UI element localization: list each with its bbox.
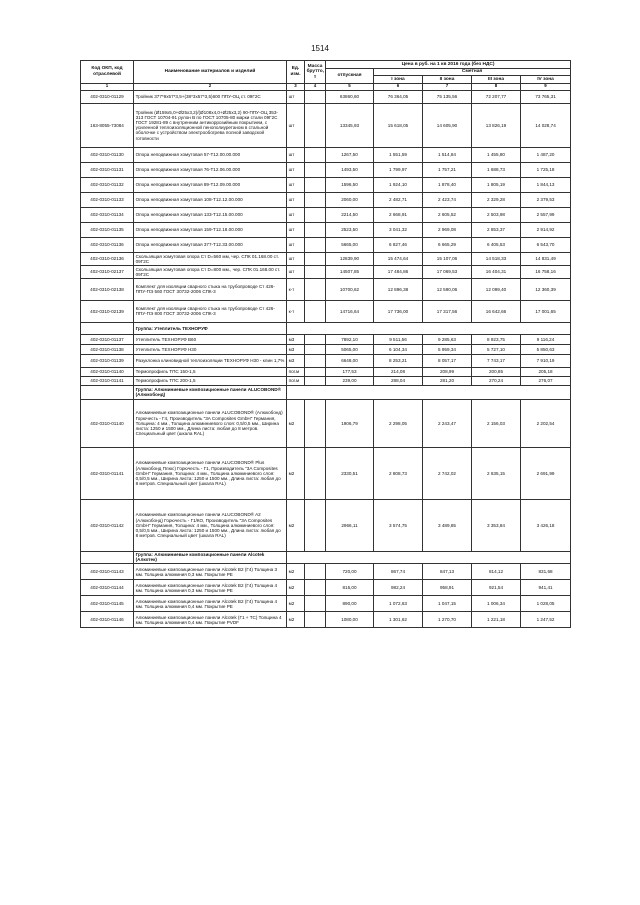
cell-zone-2: 2 742,02 bbox=[423, 447, 472, 499]
cell-name: Алюминиевые композиционные панели Alcotek B2 (Г4) Толщина 4 мм. Толщина алюминия 0,3 мм. Покрытие PE bbox=[134, 580, 287, 596]
cell-release-price: 815,00 bbox=[326, 580, 374, 596]
cell-release-price: 6648,00 bbox=[326, 354, 374, 367]
table-row bbox=[81, 612, 571, 628]
cell-code: 402-0310-02136 bbox=[81, 252, 134, 265]
cell-zone-2: 1 878,40 bbox=[423, 177, 472, 192]
cell-release-price: 12839,90 bbox=[326, 252, 374, 265]
group-row bbox=[81, 322, 571, 334]
table-row bbox=[81, 90, 571, 103]
header-zone-1: I зона bbox=[374, 76, 423, 84]
cell-zone-2: 281,20 bbox=[423, 376, 472, 385]
table-row bbox=[81, 564, 571, 580]
cell-zone-1: 1 551,59 bbox=[374, 147, 423, 162]
cell-name: Алюминиевые композиционные панели ALUCOBOND® A2 (Алюкобонд) Горючесть - Г1/КО, Производитель "3A Composites GmbH" Германия, Толщина: 4 мм., Толщина алюминиевого слоя: 0,5/0,5 мм., Ширина листа: 1250 и 1500 мм., Длина листа: любая до 8 метров. Специальный цвет (шкала RAL) bbox=[134, 499, 287, 551]
empty-cell bbox=[287, 322, 571, 334]
table-row bbox=[81, 344, 571, 354]
cell-zone-1: 2 668,91 bbox=[374, 207, 423, 222]
cell-release-price: 1906,79 bbox=[326, 399, 374, 447]
cell-mass bbox=[305, 147, 326, 162]
cell-zone-2: 2 243,47 bbox=[423, 399, 472, 447]
cell-zone-2: 1 514,84 bbox=[423, 147, 472, 162]
cell-zone-2: 5 959,34 bbox=[423, 344, 472, 354]
header-zone-2: II зона bbox=[423, 76, 472, 84]
cell-zone-2: 2 605,52 bbox=[423, 207, 472, 222]
cell-code: 163-8055-73084 bbox=[81, 103, 134, 147]
cell-unit: м2 bbox=[287, 447, 305, 499]
cell-mass bbox=[305, 399, 326, 447]
cell-name: Разуклонка клиновидной теплоизоляции ТЕХНОРУФ Н30 - клин 1,7% bbox=[134, 354, 287, 367]
page-number: 1514 bbox=[311, 44, 329, 53]
cell-mass bbox=[305, 344, 326, 354]
cell-mass bbox=[305, 580, 326, 596]
table-row bbox=[81, 207, 571, 222]
column-index: 9 bbox=[521, 83, 571, 90]
cell-code: 402-0310-01140 bbox=[81, 367, 134, 376]
cell-zone-3: 2 853,37 bbox=[472, 222, 521, 237]
cell-zone-3: 200,85 bbox=[472, 367, 521, 376]
cell-zone-1: 6 104,34 bbox=[374, 344, 423, 354]
cell-code: 402-0310-02139 bbox=[81, 300, 134, 322]
cell-zone-4: 6 543,70 bbox=[521, 237, 571, 252]
header-price-group: Цена в руб. на 1 кв 2016 года (без НДС) bbox=[326, 61, 571, 69]
cell-zone-3: 3 353,84 bbox=[472, 499, 521, 551]
cell-zone-3: 1 006,34 bbox=[472, 596, 521, 612]
cell-zone-4: 12 360,39 bbox=[521, 278, 571, 300]
cell-zone-2: 17 069,53 bbox=[423, 265, 472, 278]
cell-unit: м2 bbox=[287, 580, 305, 596]
cell-mass bbox=[305, 252, 326, 265]
table-row bbox=[81, 334, 571, 344]
cell-zone-2: 14 605,90 bbox=[423, 103, 472, 147]
cell-mass bbox=[305, 237, 326, 252]
cell-zone-2: 1 270,70 bbox=[423, 612, 472, 628]
cell-release-price: 14716,64 bbox=[326, 300, 374, 322]
cell-unit: м2 bbox=[287, 612, 305, 628]
cell-zone-1: 2 808,73 bbox=[374, 447, 423, 499]
table-row bbox=[81, 300, 571, 322]
cell-release-price: 5065,00 bbox=[326, 344, 374, 354]
cell-unit: пог.м bbox=[287, 376, 305, 385]
column-index: 3 bbox=[287, 83, 305, 90]
table-row bbox=[81, 447, 571, 499]
cell-zone-3: 16 404,31 bbox=[472, 265, 521, 278]
cell-unit: м3 bbox=[287, 344, 305, 354]
cell-zone-2: 847,13 bbox=[423, 564, 472, 580]
cell-zone-1: 3 574,75 bbox=[374, 499, 423, 551]
cell-release-price: 177,53 bbox=[326, 367, 374, 376]
cell-code: 402-0310-01141 bbox=[81, 447, 134, 499]
empty-cell bbox=[81, 551, 134, 563]
cell-mass bbox=[305, 564, 326, 580]
cell-zone-1: 1 301,62 bbox=[374, 612, 423, 628]
cell-release-price: 1596,50 bbox=[326, 177, 374, 192]
cell-name: Термопрофиль ТПС 200-1,5 bbox=[134, 376, 287, 385]
cell-zone-3: 2 635,15 bbox=[472, 447, 521, 499]
cell-zone-3: 13 826,19 bbox=[472, 103, 521, 147]
cell-name: Скользящая хомутовая опора Ст D=800 мм., чер. СПК 01.168.00 ст. 09Г2С bbox=[134, 265, 287, 278]
cell-zone-3: 921,54 bbox=[472, 580, 521, 596]
cell-zone-3: 814,12 bbox=[472, 564, 521, 580]
cell-mass bbox=[305, 177, 326, 192]
cell-zone-1: 1 799,97 bbox=[374, 162, 423, 177]
cell-name: Термопрофиль ТПС 150-1,5 bbox=[134, 367, 287, 376]
cell-zone-2: 6 665,29 bbox=[423, 237, 472, 252]
column-index-row bbox=[81, 83, 571, 90]
cell-zone-1: 288,04 bbox=[374, 376, 423, 385]
cell-zone-4: 941,41 bbox=[521, 580, 571, 596]
cell-zone-1: 982,24 bbox=[374, 580, 423, 596]
cell-release-price: 1493,50 bbox=[326, 162, 374, 177]
empty-cell bbox=[287, 551, 571, 563]
cell-mass bbox=[305, 367, 326, 376]
cell-zone-1: 1 072,63 bbox=[374, 596, 423, 612]
column-index: 6 bbox=[374, 83, 423, 90]
cell-code: 402-0310-01131 bbox=[81, 162, 134, 177]
header-estimate: Сметная bbox=[374, 68, 571, 76]
table-row bbox=[81, 399, 571, 447]
cell-zone-3: 1 805,19 bbox=[472, 177, 521, 192]
table-body bbox=[81, 90, 571, 627]
cell-name: Опора неподвижная хомутовая 377-Т12.33.00.000 bbox=[134, 237, 287, 252]
cell-code: 402-0310-01129 bbox=[81, 90, 134, 103]
cell-zone-4: 2 202,54 bbox=[521, 399, 571, 447]
cell-code: 402-0310-01145 bbox=[81, 596, 134, 612]
cell-zone-2: 208,99 bbox=[423, 367, 472, 376]
cell-zone-4: 3 426,18 bbox=[521, 499, 571, 551]
cell-code: 402-0310-01142 bbox=[81, 499, 134, 551]
cell-zone-1: 6 827,46 bbox=[374, 237, 423, 252]
cell-code: 402-0310-01138 bbox=[81, 344, 134, 354]
table-row bbox=[81, 162, 571, 177]
cell-zone-1: 17 484,86 bbox=[374, 265, 423, 278]
header-zone-3: III зона bbox=[472, 76, 521, 84]
cell-release-price: 2966,11 bbox=[326, 499, 374, 551]
cell-zone-2: 2 969,08 bbox=[423, 222, 472, 237]
table-row bbox=[81, 237, 571, 252]
header-release: отпускная bbox=[326, 68, 374, 83]
cell-zone-2: 8 057,17 bbox=[423, 354, 472, 367]
cell-code: 402-0310-01135 bbox=[81, 222, 134, 237]
header-zone-4: IV зона bbox=[521, 76, 571, 84]
cell-name: Утеплитель ТЕХНОРУФ В60 bbox=[134, 334, 287, 344]
table-row bbox=[81, 580, 571, 596]
cell-zone-4: 205,18 bbox=[521, 367, 571, 376]
cell-unit: м2 bbox=[287, 499, 305, 551]
cell-zone-3: 270,24 bbox=[472, 376, 521, 385]
cell-zone-1: 12 896,38 bbox=[374, 278, 423, 300]
cell-unit: шт bbox=[287, 90, 305, 103]
cell-name: Опора неподвижная хомутовая 159-Т12.18.00.000 bbox=[134, 222, 287, 237]
cell-name: Комплект для изоляции сварного стыка на трубопроводе Ст 426-ППУ-ПЭ 800 ГОСТ 30732-2006 СПК-3 bbox=[134, 300, 287, 322]
column-index: 8 bbox=[472, 83, 521, 90]
cell-code: 402-0310-01140 bbox=[81, 399, 134, 447]
cell-mass bbox=[305, 162, 326, 177]
cell-unit: пог.м bbox=[287, 367, 305, 376]
cell-release-price: 2214,50 bbox=[326, 207, 374, 222]
cell-unit: к-т bbox=[287, 278, 305, 300]
cell-zone-4: 1 725,18 bbox=[521, 162, 571, 177]
cell-name: Утеплитель ТЕХНОРУФ Н30 bbox=[134, 344, 287, 354]
cell-unit: шт bbox=[287, 207, 305, 222]
cell-unit: м2 bbox=[287, 596, 305, 612]
table-row bbox=[81, 265, 571, 278]
cell-zone-1: 2 298,05 bbox=[374, 399, 423, 447]
table-row bbox=[81, 252, 571, 265]
cell-mass bbox=[305, 612, 326, 628]
cell-mass bbox=[305, 447, 326, 499]
cell-unit: к-т bbox=[287, 300, 305, 322]
cell-zone-4: 276,07 bbox=[521, 376, 571, 385]
cell-release-price: 1267,50 bbox=[326, 147, 374, 162]
cell-code: 402-0310-01136 bbox=[81, 237, 134, 252]
cell-zone-4: 2 691,99 bbox=[521, 447, 571, 499]
empty-cell bbox=[287, 385, 571, 399]
cell-name: Комплект для изоляции сварного стыка на трубопроводе Ст 426-ППУ-ПЭ 560 ГОСТ 30732-2006 СПК-3 bbox=[134, 278, 287, 300]
cell-zone-3: 1 455,80 bbox=[472, 147, 521, 162]
cell-mass bbox=[305, 376, 326, 385]
cell-zone-3: 8 923,75 bbox=[472, 334, 521, 344]
table-row bbox=[81, 596, 571, 612]
cell-zone-4: 14 831,49 bbox=[521, 252, 571, 265]
group-row bbox=[81, 551, 571, 563]
cell-release-price: 5665,00 bbox=[326, 237, 374, 252]
cell-code: 402-0310-01146 bbox=[81, 612, 134, 628]
table-row bbox=[81, 499, 571, 551]
cell-code: 402-0310-01139 bbox=[81, 354, 134, 367]
cell-zone-4: 17 001,65 bbox=[521, 300, 571, 322]
cell-mass bbox=[305, 192, 326, 207]
cell-release-price: 2060,00 bbox=[326, 192, 374, 207]
group-title: Группа: Алюминиевые композиционные панели ALUCOBOND® (Алюкобонд) bbox=[134, 385, 287, 399]
cell-zone-4: 2 379,53 bbox=[521, 192, 571, 207]
cell-zone-4: 7 910,19 bbox=[521, 354, 571, 367]
cell-zone-4: 5 850,63 bbox=[521, 344, 571, 354]
column-index: 2 bbox=[134, 83, 287, 90]
cell-zone-1: 2 482,71 bbox=[374, 192, 423, 207]
cell-zone-3: 2 156,03 bbox=[472, 399, 521, 447]
cell-mass bbox=[305, 278, 326, 300]
cell-zone-4: 9 116,24 bbox=[521, 334, 571, 344]
group-title: Группа: Алюминиевые композиционные панели Alcotek (Алкотек) bbox=[134, 551, 287, 563]
cell-unit: м3 bbox=[287, 354, 305, 367]
cell-zone-4: 831,68 bbox=[521, 564, 571, 580]
column-index: 5 bbox=[326, 83, 374, 90]
cell-release-price: 720,00 bbox=[326, 564, 374, 580]
cell-zone-2: 12 590,06 bbox=[423, 278, 472, 300]
cell-zone-3: 72 207,77 bbox=[472, 90, 521, 103]
cell-name: Тройник (Ø159х5,0+Ø25х3,2)/(Ø108х4,0+Ø25х3,2) 90-ППУ-ОЦ 353-313 ГОСТ 10704-91 рулон В по ГОСТ 10705-80 марки стали 09Г2С ГОСТ 19281-89 с внутренним антикоррозийным покрытием, с усиленной теплоизоляционной пенополиуретаном в стальной оболочке с устройством электрообогрева полной заводской готовности bbox=[134, 103, 287, 147]
empty-cell bbox=[81, 385, 134, 399]
table-row bbox=[81, 367, 571, 376]
cell-zone-1: 15 618,05 bbox=[374, 103, 423, 147]
header-code: Код ОКП, код отраслевой bbox=[81, 61, 134, 84]
cell-zone-3: 1 688,73 bbox=[472, 162, 521, 177]
cell-release-price: 10700,62 bbox=[326, 278, 374, 300]
cell-mass bbox=[305, 103, 326, 147]
cell-unit: шт bbox=[287, 103, 305, 147]
cell-code: 402-0310-01143 bbox=[81, 564, 134, 580]
cell-zone-3: 5 727,10 bbox=[472, 344, 521, 354]
cell-zone-3: 2 503,98 bbox=[472, 207, 521, 222]
cell-zone-2: 9 285,63 bbox=[423, 334, 472, 344]
cell-name: Алюминиевые композиционные панели Alcotek B2 (Г4) Толщина 3 мм. Толщина алюминия 0,3 мм. Покрытие PE bbox=[134, 564, 287, 580]
cell-release-price: 2523,50 bbox=[326, 222, 374, 237]
empty-cell bbox=[81, 322, 134, 334]
cell-zone-4: 1 247,52 bbox=[521, 612, 571, 628]
cell-zone-3: 7 743,17 bbox=[472, 354, 521, 367]
cell-unit: шт bbox=[287, 162, 305, 177]
cell-zone-4: 1 487,20 bbox=[521, 147, 571, 162]
cell-release-price: 13345,93 bbox=[326, 103, 374, 147]
cell-code: 402-0310-02138 bbox=[81, 278, 134, 300]
cell-unit: шт bbox=[287, 147, 305, 162]
cell-code: 402-0310-01133 bbox=[81, 192, 134, 207]
group-row bbox=[81, 385, 571, 399]
cell-mass bbox=[305, 90, 326, 103]
cell-mass bbox=[305, 499, 326, 551]
cell-name: Алюминиевые композиционные панели Alcotek (Г1 + ТС) Толщина 4 мм. Толщина алюминия 0,4 мм. Покрытие PVDF bbox=[134, 612, 287, 628]
cell-zone-4: 2 914,92 bbox=[521, 222, 571, 237]
header-mass: Масса брутто, т bbox=[305, 61, 326, 84]
column-index: 7 bbox=[423, 83, 472, 90]
cell-zone-1: 3 041,32 bbox=[374, 222, 423, 237]
cell-name: Опора неподвижная хомутовая 133-Т12.15.00.000 bbox=[134, 207, 287, 222]
cell-zone-4: 2 557,99 bbox=[521, 207, 571, 222]
price-table bbox=[80, 60, 571, 628]
cell-zone-1: 17 736,00 bbox=[374, 300, 423, 322]
cell-code: 402-0310-01134 bbox=[81, 207, 134, 222]
column-index: 4 bbox=[305, 83, 326, 90]
cell-zone-4: 16 758,16 bbox=[521, 265, 571, 278]
cell-zone-3: 14 518,33 bbox=[472, 252, 521, 265]
cell-mass bbox=[305, 207, 326, 222]
cell-code: 402-0310-01130 bbox=[81, 147, 134, 162]
cell-name: Опора неподвижная хомутовая 108-Т12.12.00.000 bbox=[134, 192, 287, 207]
cell-mass bbox=[305, 596, 326, 612]
cell-mass bbox=[305, 222, 326, 237]
cell-zone-3: 12 099,40 bbox=[472, 278, 521, 300]
table-row bbox=[81, 376, 571, 385]
cell-zone-3: 16 642,66 bbox=[472, 300, 521, 322]
cell-zone-1: 214,08 bbox=[374, 367, 423, 376]
cell-code: 402-0310-02137 bbox=[81, 265, 134, 278]
table-row bbox=[81, 278, 571, 300]
cell-release-price: 890,00 bbox=[326, 596, 374, 612]
cell-unit: шт bbox=[287, 252, 305, 265]
cell-zone-2: 1 757,21 bbox=[423, 162, 472, 177]
cell-name: Опора неподвижная хомутовая 76-Т12.06.00.000 bbox=[134, 162, 287, 177]
cell-name: Опора неподвижная хомутовая 89-Т12.09.00.000 bbox=[134, 177, 287, 192]
cell-zone-1: 9 511,56 bbox=[374, 334, 423, 344]
table-row bbox=[81, 222, 571, 237]
cell-unit: шт bbox=[287, 192, 305, 207]
cell-release-price: 14507,85 bbox=[326, 265, 374, 278]
cell-unit: шт bbox=[287, 177, 305, 192]
table-row bbox=[81, 103, 571, 147]
cell-zone-3: 6 405,53 bbox=[472, 237, 521, 252]
table-row bbox=[81, 192, 571, 207]
cell-mass bbox=[305, 354, 326, 367]
cell-unit: шт bbox=[287, 222, 305, 237]
header-unit: Ед. изм. bbox=[287, 61, 305, 84]
cell-unit: шт bbox=[287, 237, 305, 252]
cell-unit: м2 bbox=[287, 564, 305, 580]
group-title: Группа: Утеплитель ТЕХНОРУФ bbox=[134, 322, 287, 334]
cell-zone-4: 1 844,13 bbox=[521, 177, 571, 192]
cell-zone-2: 958,91 bbox=[423, 580, 472, 596]
cell-code: 402-0310-01141 bbox=[81, 376, 134, 385]
cell-unit: м3 bbox=[287, 334, 305, 344]
cell-name: Скользящая хомутовая опора Ст D=560 мм, чер. СПК 01.168.00 ст. 09Г2С bbox=[134, 252, 287, 265]
cell-mass bbox=[305, 265, 326, 278]
cell-release-price: 7892,10 bbox=[326, 334, 374, 344]
cell-zone-1: 76 364,05 bbox=[374, 90, 423, 103]
table-row bbox=[81, 354, 571, 367]
cell-code: 402-0310-01144 bbox=[81, 580, 134, 596]
cell-zone-2: 15 107,06 bbox=[423, 252, 472, 265]
cell-zone-1: 15 474,64 bbox=[374, 252, 423, 265]
cell-unit: шт bbox=[287, 265, 305, 278]
cell-code: 402-0310-01137 bbox=[81, 334, 134, 344]
table-row bbox=[81, 147, 571, 162]
cell-zone-2: 2 423,74 bbox=[423, 192, 472, 207]
cell-mass bbox=[305, 334, 326, 344]
cell-release-price: 1080,00 bbox=[326, 612, 374, 628]
cell-zone-4: 14 028,74 bbox=[521, 103, 571, 147]
cell-name: Алюминиевые композиционные панели ALUCOBOND® (Алюкобонд) Горючесть - Г4, Производитель "3A Composites GmbH" Германия, Толщина: 4 мм., Толщина алюминиевого слоя: 0,5/0,5 мм., Ширина листа: 1250 и 1500 мм., Длина листа: любая до 8 метров. Специальный цвет (шкала RAL) bbox=[134, 399, 287, 447]
cell-release-price: 2330,51 bbox=[326, 447, 374, 499]
cell-name: Алюминиевые композиционные панели Alcotek B2 (Г4) Толщина 4 мм. Толщина алюминия 0,4 мм. Покрытие PE bbox=[134, 596, 287, 612]
cell-zone-3: 1 221,18 bbox=[472, 612, 521, 628]
cell-zone-1: 1 924,10 bbox=[374, 177, 423, 192]
cell-release-price: 239,00 bbox=[326, 376, 374, 385]
cell-zone-1: 867,74 bbox=[374, 564, 423, 580]
cell-zone-4: 1 028,05 bbox=[521, 596, 571, 612]
cell-zone-2: 3 489,85 bbox=[423, 499, 472, 551]
cell-code: 402-0310-01132 bbox=[81, 177, 134, 192]
cell-zone-4: 73 765,31 bbox=[521, 90, 571, 103]
cell-zone-1: 8 253,21 bbox=[374, 354, 423, 367]
cell-mass bbox=[305, 300, 326, 322]
column-index: 1 bbox=[81, 83, 134, 90]
cell-release-price: 63860,60 bbox=[326, 90, 374, 103]
cell-name: Тройник 377*9х57*3,5+(38*3х57*3,5)600 ППУ-ОЦ ст. 09Г2С bbox=[134, 90, 287, 103]
table-row bbox=[81, 177, 571, 192]
cell-unit: м2 bbox=[287, 399, 305, 447]
header-name: Наименование материалов и изделий bbox=[134, 61, 287, 84]
cell-zone-2: 75 135,56 bbox=[423, 90, 472, 103]
cell-zone-3: 2 329,28 bbox=[472, 192, 521, 207]
cell-zone-2: 17 317,56 bbox=[423, 300, 472, 322]
cell-name: Опора неподвижная хомутовая 57-Т12.00.00.000 bbox=[134, 147, 287, 162]
cell-zone-2: 1 047,15 bbox=[423, 596, 472, 612]
cell-name: Алюминиевые композиционные панели ALUCOBOND® Plus (Алюкобонд Плюс) Горючесть - Г1, Производитель "3A Composites GmbH" Германия, Толщина: 4 мм., Толщина алюминиевого слоя: 0,5/0,5 мм., Ширина листа: 1250 и 1500 мм., Длина листа: любая до 8 метров. Специальный цвет (шкала RAL) bbox=[134, 447, 287, 499]
